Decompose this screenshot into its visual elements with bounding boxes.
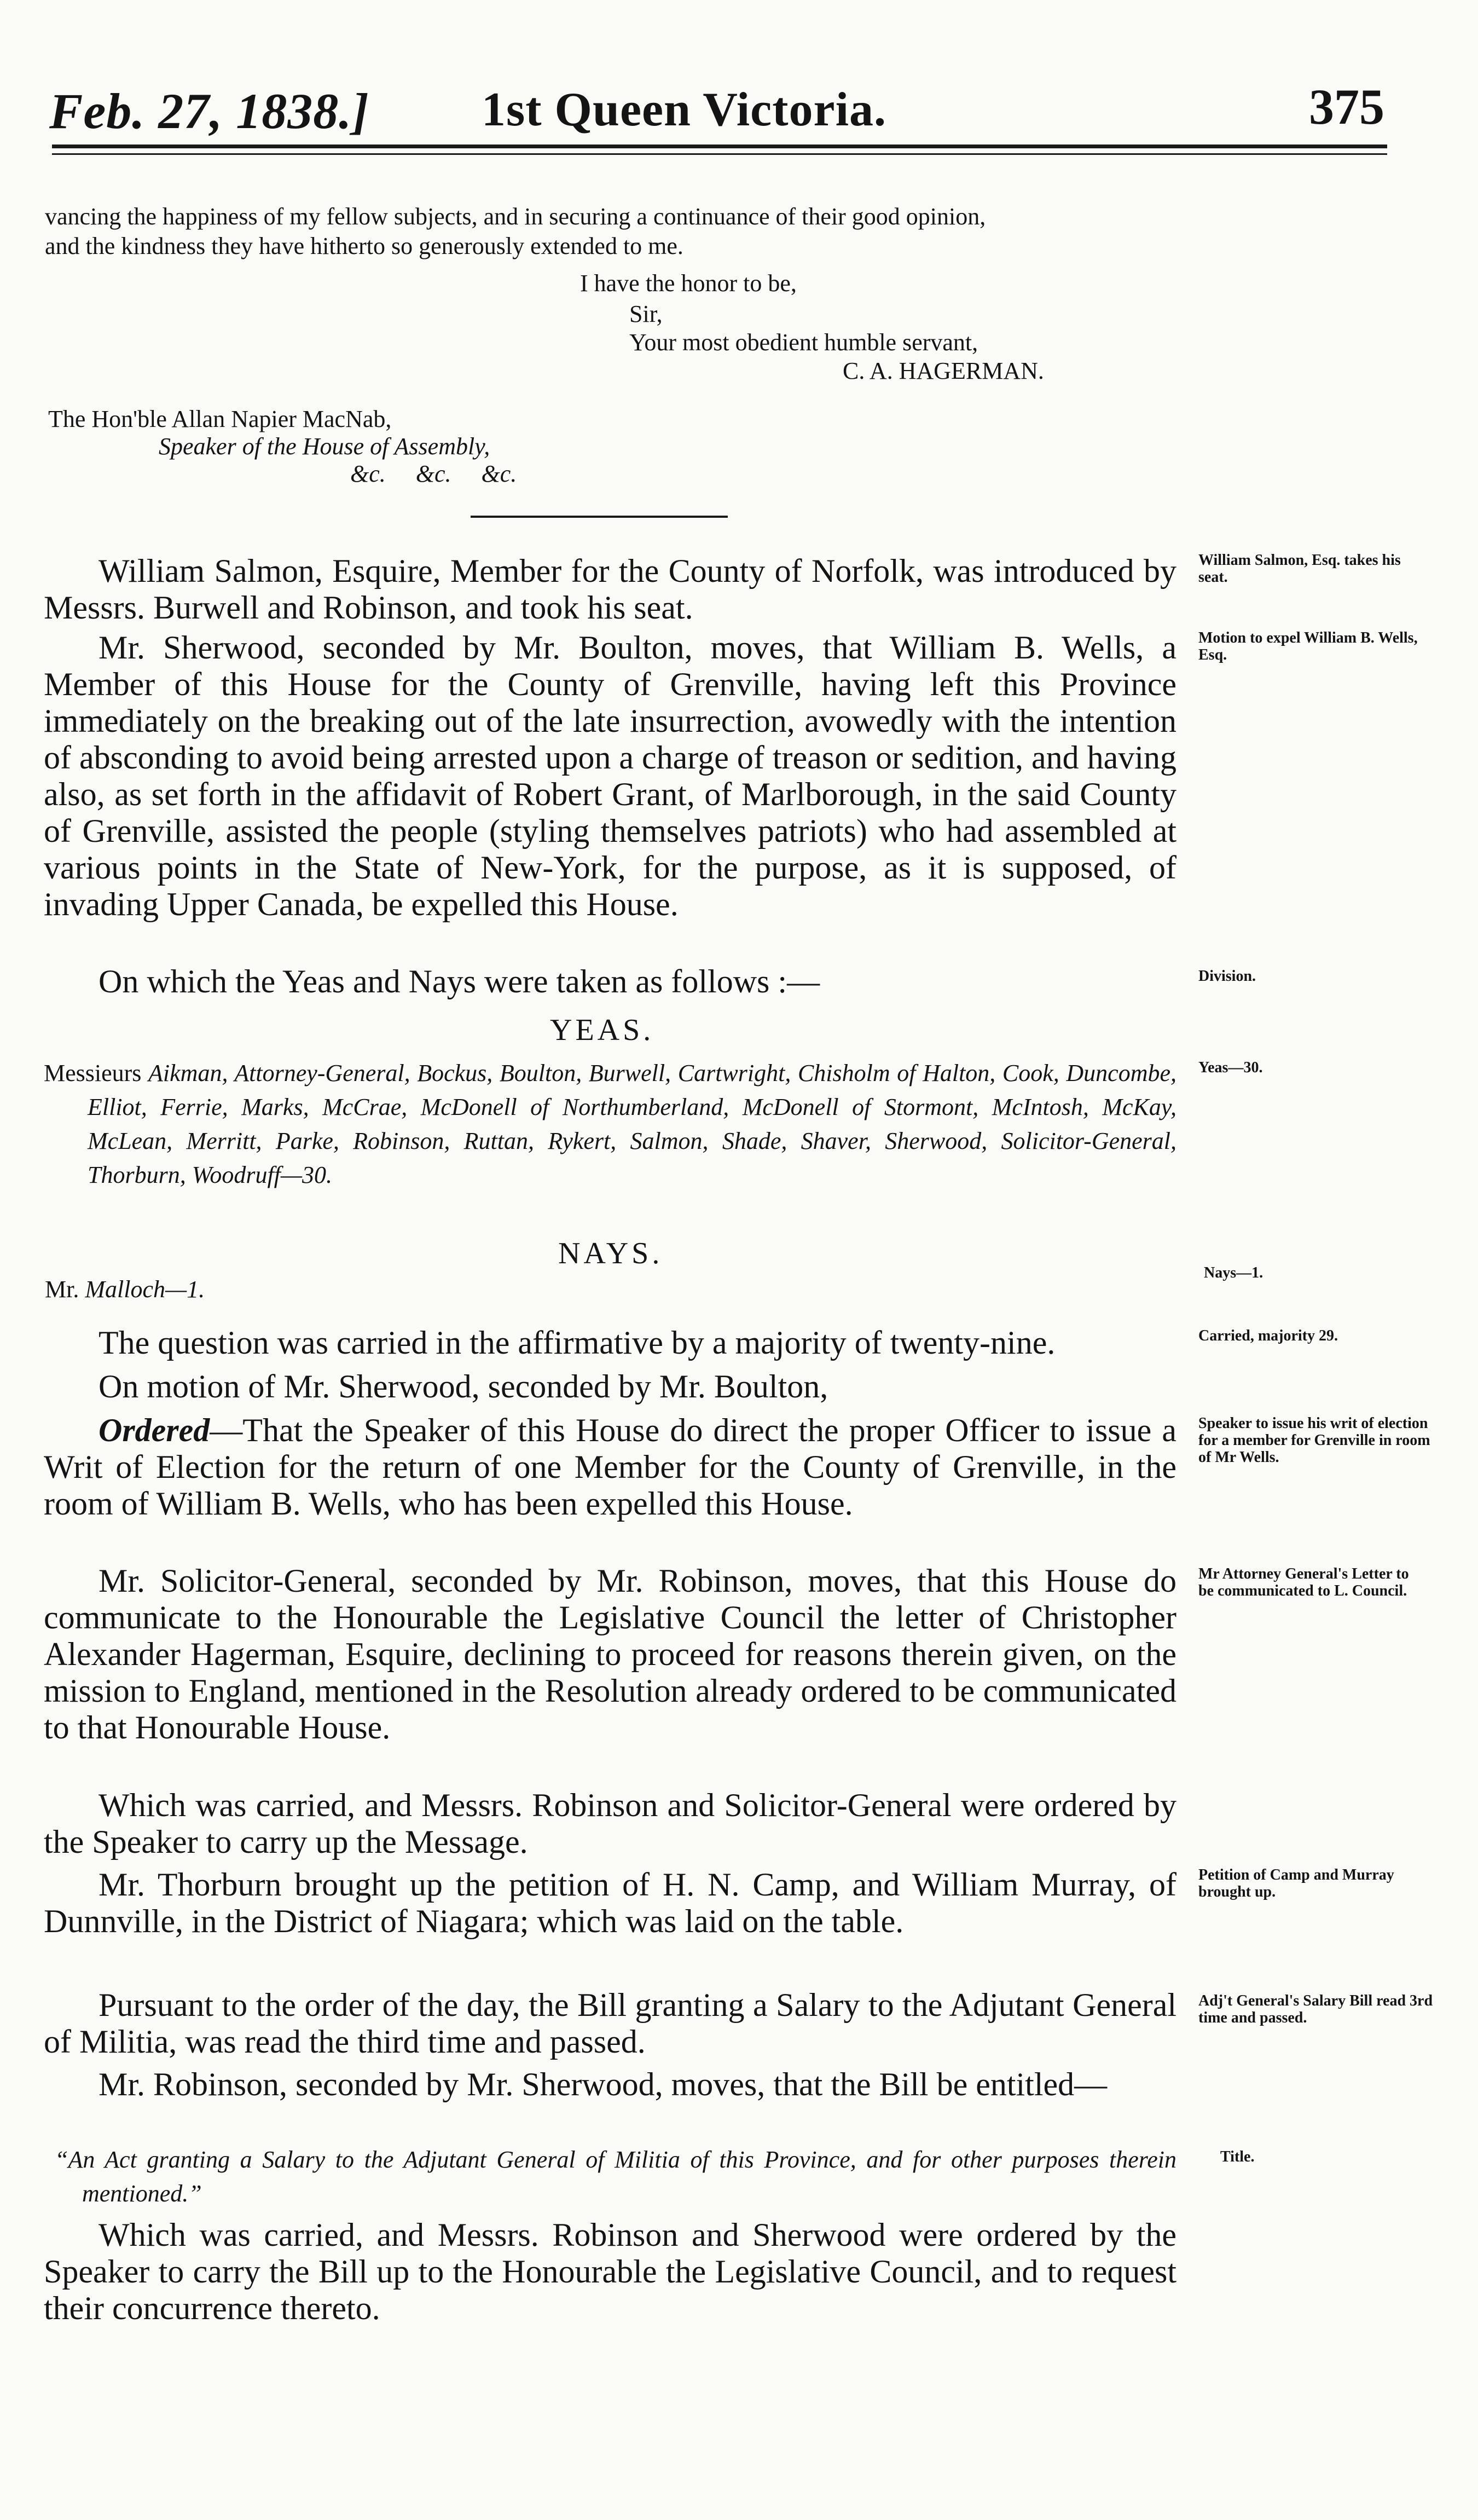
bill-title-text: “An Act granting a Salary to the Adjutant General of Militia of this Province, and for other purposes therein mentioned.” bbox=[55, 2146, 1176, 2207]
para-carried-message-text: Which was carried, and Messrs. Robinson and Solicitor-General were ordered by the Speaker to carry up the Message. bbox=[44, 1787, 1176, 1860]
nays-prefix: Mr. bbox=[45, 1276, 79, 1303]
para-final bbox=[44, 2217, 1176, 2327]
letter-addressee-title: Speaker of the House of Assembly, bbox=[159, 433, 490, 460]
para-on-motion-text: On motion of Mr. Sherwood, seconded by Mr. Boulton, bbox=[98, 1368, 828, 1405]
letter-etc: &c. &c. &c. bbox=[350, 460, 517, 487]
yeas-list bbox=[44, 1056, 1176, 1192]
para-division-intro-text: On which the Yeas and Nays were taken as follows :— bbox=[98, 963, 820, 999]
para-thorburn bbox=[44, 1866, 1176, 1940]
para-carried-text: The question was carried in the affirmative by a majority of twenty-nine. bbox=[98, 1325, 1056, 1361]
margin-note-expel: Motion to expel William B. Wells, Esq. bbox=[1198, 629, 1418, 663]
header-title: 1st Queen Victoria. bbox=[482, 83, 887, 136]
letter-closing-2: Sir, bbox=[629, 300, 663, 327]
running-head bbox=[49, 66, 1384, 137]
para-on-motion bbox=[44, 1368, 1176, 1405]
para-salmon bbox=[44, 553, 1176, 626]
para-motion bbox=[44, 629, 1176, 923]
yeas-heading: YEAS. bbox=[550, 1013, 654, 1047]
nays-names: Malloch—1. bbox=[85, 1276, 205, 1303]
margin-note-nays: Nays—1. bbox=[1204, 1264, 1263, 1281]
para-motion-text: Mr. Sherwood, seconded by Mr. Boulton, moves, that William B. Wells, a Member of this House for the County of Grenville, having left this Province immediately on the breaking out of the late insurrection, avowedly with the intention of absconding to avoid being arrested upon a charge of treason or sedition, and having also, as set forth in the affidavit of Robert Grant, of Marlborough, in the said County of Grenville, assisted the people (styling themselves patriots) who had assembled at various points in the State of New-York, for the purpose, as it is supposed, of invading Upper Canada, be expelled this House. bbox=[44, 629, 1176, 922]
letter-addressee: The Hon'ble Allan Napier MacNab, bbox=[48, 406, 392, 432]
nays-heading: NAYS. bbox=[558, 1236, 663, 1270]
letter-line-1: vancing the happiness of my fellow subjects, and in securing a continuance of their good opinion, bbox=[45, 203, 986, 230]
margin-note-letter: Mr Attorney General's Letter to be communicated to L. Council. bbox=[1198, 1565, 1409, 1599]
margin-note-yeas: Yeas—30. bbox=[1198, 1059, 1263, 1076]
para-pursuant bbox=[44, 1987, 1176, 2060]
para-pursuant-text: Pursuant to the order of the day, the Bill granting a Salary to the Adjutant General of Militia, was read the third time and passed. bbox=[44, 1987, 1176, 2060]
letter-closing-1: I have the honor to be, bbox=[580, 270, 797, 297]
section-divider bbox=[471, 516, 728, 518]
para-carried-message bbox=[44, 1787, 1176, 1860]
ordered-text: —That the Speaker of this House do direct the proper Officer to issue a Writ of Election for the return of one Member for the County of Grenville, in the room of William B. Wells, who has been expelled this House. bbox=[44, 1412, 1176, 1522]
margin-note-title: Title. bbox=[1220, 2148, 1255, 2165]
ordered-label: Ordered bbox=[98, 1412, 210, 1448]
margin-note-division: Division. bbox=[1198, 968, 1256, 985]
para-robinson-moves-text: Mr. Robinson, seconded by Mr. Sherwood, moves, that the Bill be entitled— bbox=[98, 2066, 1108, 2102]
para-robinson-moves bbox=[44, 2066, 1176, 2103]
nays-list bbox=[45, 1275, 205, 1304]
margin-note-salmon: William Salmon, Esq. takes his seat. bbox=[1198, 552, 1401, 586]
margin-note-writ: Speaker to issue his writ of election for a member for Grenville in room of Mr Wells. bbox=[1198, 1415, 1430, 1466]
bill-title-block bbox=[44, 2143, 1176, 2211]
header-rule-thin bbox=[52, 153, 1387, 155]
yeas-names: Aikman, Attorney-General, Bockus, Boulton, Burwell, Cartwright, Chisholm of Halton, Cook, Duncombe, Elliot, Ferrie, Marks, McCrae, McDonell of Northumberland, McDonell of Stormont, McIntosh, McKay, McLean, Merritt, Parke, Robinson, Ruttan, Rykert, Salmon, Shade, Shaver, Sherwood, Solicitor-General, Thorburn, Woodruff—30. bbox=[88, 1060, 1176, 1188]
para-solicitor bbox=[44, 1563, 1176, 1746]
para-final-text: Which was carried, and Messrs. Robinson and Sherwood were ordered by the Speaker to carry the Bill up to the Honourable the Legislative Council, and to request their concurrence thereto. bbox=[44, 2217, 1176, 2326]
para-division-intro bbox=[44, 963, 1176, 1000]
para-solicitor-text: Mr. Solicitor-General, seconded by Mr. Robinson, moves, that this House do communicate to the Honourable the Legislative Council the letter of Christopher Alexander Hagerman, Esquire, declining to proceed for reasons therein given, on the mission to England, mentioned in the Resolution already ordered to be communicated to that Honourable House. bbox=[44, 1563, 1176, 1745]
letter-signature: C. A. HAGERMAN. bbox=[843, 357, 1044, 384]
para-ordered bbox=[44, 1412, 1176, 1522]
margin-note-petition: Petition of Camp and Murray brought up. bbox=[1198, 1866, 1394, 1900]
letter-line-2: and the kindness they have hitherto so generously extended to me. bbox=[45, 233, 683, 259]
para-thorburn-text: Mr. Thorburn brought up the petition of H. N. Camp, and William Murray, of Dunnville, in the District of Niagara; which was laid on the table. bbox=[44, 1866, 1176, 1939]
para-salmon-text: William Salmon, Esquire, Member for the County of Norfolk, was introduced by Messrs. Burwell and Robinson, and took his seat. bbox=[44, 553, 1176, 626]
letter-closing-3: Your most obedient humble servant, bbox=[629, 329, 978, 356]
para-carried bbox=[44, 1325, 1176, 1361]
header-date: Feb. 27, 1838.] bbox=[49, 83, 369, 139]
header-rule-thick bbox=[52, 145, 1387, 148]
margin-note-carried: Carried, majority 29. bbox=[1198, 1327, 1338, 1344]
margin-note-salary-bill: Adj't General's Salary Bill read 3rd time and passed. bbox=[1198, 1992, 1433, 2026]
page-number: 375 bbox=[1309, 79, 1384, 135]
yeas-prefix: Messieurs bbox=[44, 1060, 142, 1086]
